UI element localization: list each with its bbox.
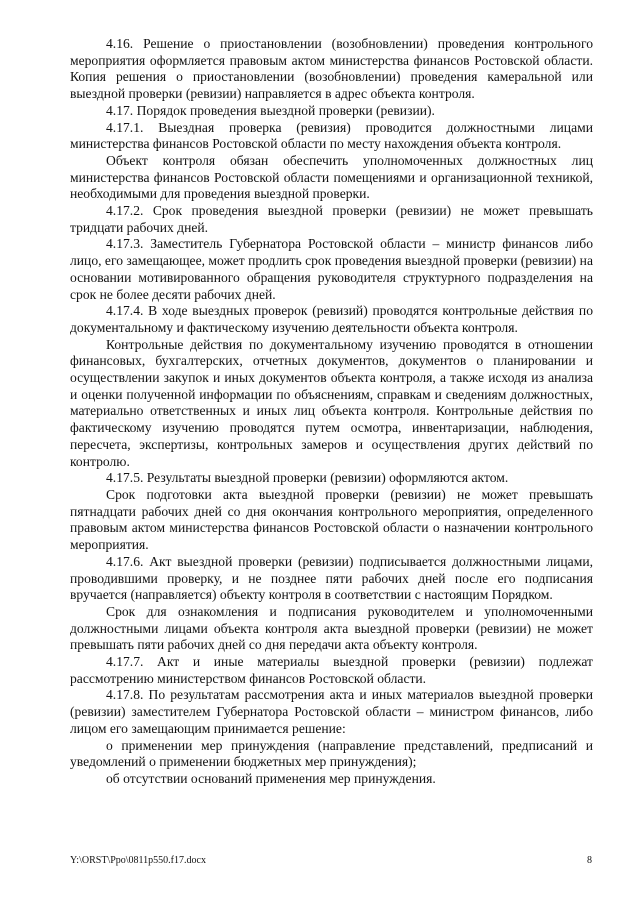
paragraph-4-17-5: 4.17.5. Результаты выездной проверки (ревизии) оформляются актом.	[106, 470, 509, 486]
paragraph-object-obligation: Объект контроля обязан обеспечить уполномоченных должностных лиц министерства финансов Ростовской области помещениями и организационной техникой, необходимыми для проведения выездной проверки.	[70, 152, 593, 202]
paragraph-4-17-4: 4.17.4. В ходе выездных проверок (ревизий) проводятся контрольные действия по документальному и фактическому изучению деятельности объекта контроля.	[70, 303, 593, 335]
paragraph-decision-no-coercion: об отсутствии оснований применения мер принуждения.	[106, 770, 436, 786]
paragraph-4-17-7: 4.17.7. Акт и иные материалы выездной проверки (ревизии) подлежат рассмотрению министерством финансов Ростовской области.	[70, 654, 593, 686]
paragraph-4-17: 4.17. Порядок проведения выездной проверки (ревизии).	[106, 102, 435, 118]
paragraph-4-17-3: 4.17.3. Заместитель Губернатора Ростовской области – министр финансов либо лицо, его замещающее, может продлить срок проведения выездной проверки (ревизии) на основании мотивированного обращения руководителя структурного подразделения на срок не более десяти рабочих дней.	[70, 236, 593, 302]
paragraph-act-preparation-term: Срок подготовки акта выездной проверки (ревизии) не может превышать пятнадцати рабочих дней со дня окончания контрольного мероприятия, определенного правовым актом министерства финансов Ростовской области о назначении контрольного мероприятия.	[70, 486, 593, 553]
paragraph-review-term: Срок для ознакомления и подписания руководителем и уполномоченными должностными лицами объекта контроля акта выездной проверки (ревизии) не может превышать пяти рабочих дней со дня передачи акта объекту контроля.	[70, 603, 593, 653]
paragraph-4-17-8: 4.17.8. По результатам рассмотрения акта и иных материалов выездной проверки (ревизии) заместителем Губернатора Ростовской области – министром финансов, либо лицом его замещающим принимается решение:	[70, 687, 593, 736]
paragraph-4-16: 4.16. Решение о приостановлении (возобновлении) проведения контрольного мероприятия оформляется правовым актом министерства финансов Ростовской области. Копия решения о приостановлении (возобновлении) проведения камеральной или выездной проверки (ревизии) направляется в адрес объекта контроля.	[70, 36, 593, 102]
paragraph-4-17-6: 4.17.6. Акт выездной проверки (ревизии) подписывается должностными лицами, проводившими проверку, и не позднее пяти рабочих дней после его подписания вручается (направляется) объекту контроля в соответствии с настоящим Порядком.	[70, 553, 593, 603]
paragraph-4-17-1: 4.17.1. Выездная проверка (ревизия) проводится должностными лицами министерства финансов Ростовской области по месту нахождения объекта контроля.	[70, 119, 593, 152]
footer-file-path: Y:\ORST\Ppo\0811p550.f17.docx	[70, 855, 206, 866]
paragraph-documentary-actions: Контрольные действия по документальному изучению проводятся в отношении финансовых, бухгалтерских, отчетных документов, документов о планировании и осуществлении закупок и иных документов объекта контроля, а также исходя из анализа и оценки полученной информации по объяснениям, справкам и сведениям должностных, материально ответственных и иных лиц объекта контроля. Контрольные действия по фактическому изучению проводятся путем осмотра, инвентаризации, наблюдения, пересчета, экспертизы, контрольных замеров и осуществления других действий по контролю.	[70, 336, 593, 469]
document-body	[70, 36, 593, 788]
paragraph-4-17-2: 4.17.2. Срок проведения выездной проверки (ревизии) не может превышать тридцати рабочих дней.	[70, 203, 593, 235]
footer-page-number: 8	[587, 855, 592, 866]
paragraph-decision-coercion: о применении мер принуждения (направление представлений, предписаний и уведомлений о применении бюджетных мер принуждения);	[70, 737, 593, 770]
